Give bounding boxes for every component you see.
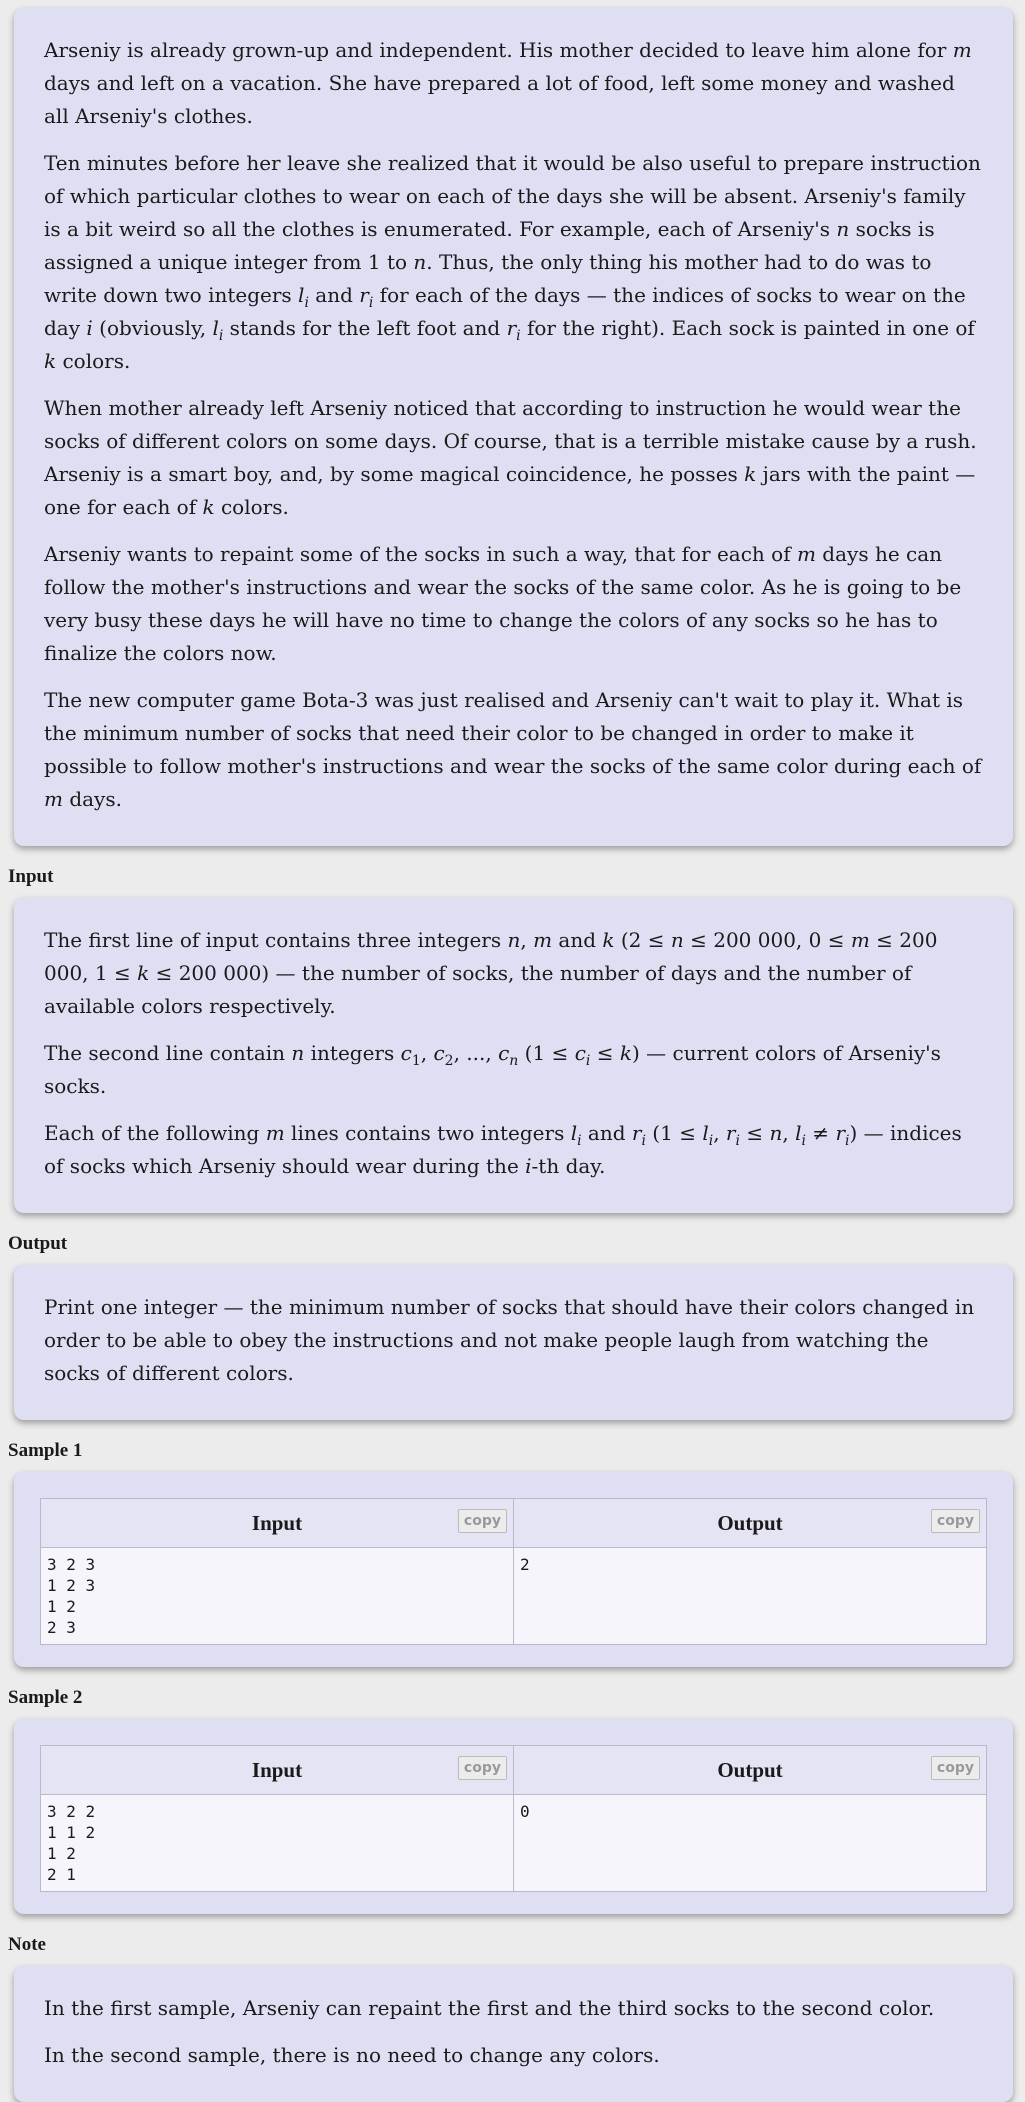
copy-output-button[interactable]: copy [931, 1509, 980, 1533]
note-card [14, 1966, 1013, 2102]
statement-paragraph-3: When mother already left Arseniy noticed that according to instruction he would wear the socks of different colors on some days. Of course, that is a terrible mistake cause by a rush. Arseniy is a smart boy, and, by some magical coincidence, he posses k jars with the paint — one for each of k colors. [44, 396, 977, 519]
note-paragraph-1: In the first sample, Arseniy can repaint the first and the third socks to the second color. [44, 1996, 935, 2020]
sample-1-input-header: Input copy [41, 1499, 514, 1548]
copy-input-button[interactable]: copy [458, 1509, 507, 1533]
sample-2-input-header: Input copy [41, 1746, 514, 1795]
sample-1-output-data: 2 [514, 1548, 987, 1645]
sample-2-heading: Sample 2 [8, 1687, 83, 1708]
statement-paragraph-2: Ten minutes before her leave she realized that it would be also useful to prepare instruction of which particular clothes to wear on each of the days she will be absent. Arseniy's family is a bit weird so all the clothes is enumerated. For example, each of Arseniy's n socks is assigned a unique integer from 1 to n. Thus, the only thing his mother had to do was to write down two integers $l_i$ and $r_i$ for each of the days — the indices of socks to wear on the day i (obviously, $l_i$ stands for the left foot and $r_i$ for the right). Each sock is painted in one of k colors. [44, 151, 981, 373]
input-paragraph-3: Each of the following m lines contains two integers $l_i$ and $r_i$ ($1 \le l_i$, $r_i \le n$, $l_i \ne r_i$) — indices of socks which Arseniy should wear during the i-th day. [44, 1121, 962, 1178]
note-heading: Note [8, 1934, 46, 1955]
sample-1-heading: Sample 1 [8, 1440, 83, 1461]
sample-2-card [14, 1719, 1013, 1914]
statement-paragraph-1: Arseniy is already grown-up and independent. His mother decided to leave him alone for m days and left on a vacation. She have prepared a lot of food, left some money and washed all Arseniy's clothes. [44, 38, 972, 128]
sample-2-table [40, 1745, 987, 1892]
sample-1-output-header: Output copy [514, 1499, 987, 1548]
input-paragraph-1: The first line of input contains three integers n, m and k (2 ≤ n ≤ 200 000, 0 ≤ m ≤ 200 000, 1 ≤ k ≤ 200 000) — the number of socks, the number of days and the number of available colors respectively. [44, 928, 938, 1018]
note-paragraph-2: In the second sample, there is no need to change any colors. [44, 2043, 660, 2067]
copy-output-button[interactable]: copy [931, 1756, 980, 1780]
sample-1-input-data: 3 2 3 1 2 3 1 2 2 3 [41, 1548, 514, 1645]
input-paragraph-2: The second line contain n integers $c_1$, $c_2$, ..., $c_n$ $(1 \le c_i \le k)$ — current colors of Arseniy's socks. [44, 1041, 941, 1098]
sample-1-card [14, 1472, 1013, 1667]
statement-paragraph-4: Arseniy wants to repaint some of the socks in such a way, that for each of m days he can follow the mother's instructions and wear the socks of the same color. As he is going to be very busy these days he will have no time to change the colors of any socks so he has to finalize the colors now. [44, 542, 962, 665]
output-paragraph: Print one integer — the minimum number of socks that should have their colors changed in order to be able to obey the instructions and not make people laugh from watching the socks of different colors. [44, 1295, 975, 1385]
input-card [14, 898, 1013, 1213]
statement-paragraph-5: The new computer game Bota-3 was just realised and Arseniy can't wait to play it. What is the minimum number of socks that need their color to be changed in order to make it possible to follow mother's instructions and wear the socks of the same color during each of m days. [44, 688, 982, 811]
sample-2-output-data: 0 [514, 1795, 987, 1892]
statement-card [14, 8, 1013, 846]
output-heading: Output [8, 1233, 68, 1254]
input-heading: Input [8, 866, 54, 887]
copy-input-button[interactable]: copy [458, 1756, 507, 1780]
sample-1-table [40, 1498, 987, 1645]
sample-2-input-data: 3 2 2 1 1 2 1 2 2 1 [41, 1795, 514, 1892]
sample-2-output-header: Output copy [514, 1746, 987, 1795]
output-card [14, 1265, 1013, 1420]
